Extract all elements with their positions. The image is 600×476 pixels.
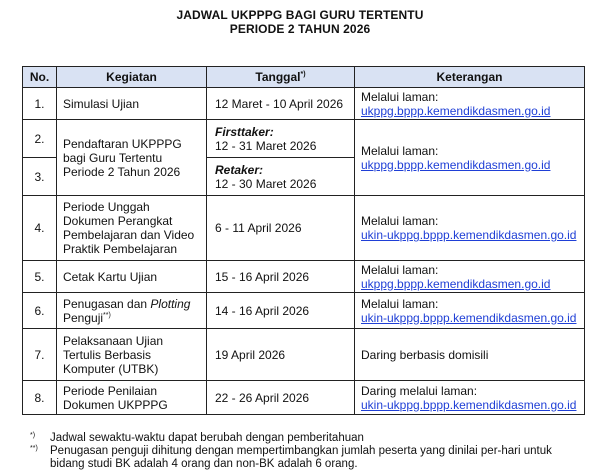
row-kegiatan: Cetak Kartu Ujian: [57, 261, 207, 293]
row-no: 6.: [23, 293, 57, 329]
keterangan-link[interactable]: ukppg.bppp.kemendikdasmen.go.id: [361, 103, 551, 118]
table-row: [23, 293, 585, 329]
keterangan-label: Daring melalui laman:: [361, 383, 478, 398]
tanggal-value: 12 - 31 Maret 2026: [215, 138, 317, 153]
row-keterangan: [355, 88, 585, 120]
row-tanggal: 22 - 26 April 2026: [207, 381, 355, 415]
header-tanggal: [207, 67, 355, 88]
keterangan-link[interactable]: ukin-ukppg.bppp.kemendikdasmen.go.id: [361, 228, 577, 242]
row-no: 4.: [23, 196, 57, 261]
page-title: [0, 8, 600, 36]
kegiatan-mark: **): [103, 311, 111, 319]
row-kegiatan: Pendaftaran UKPPPG bagi Guru Tertentu Periode 2 Tahun 2026: [57, 120, 207, 196]
row-keterangan: [355, 120, 585, 196]
footnote: [30, 432, 585, 445]
row-keterangan: [355, 261, 585, 293]
row-keterangan: [355, 381, 585, 415]
table-row: [23, 329, 585, 381]
keterangan-link[interactable]: ukin-ukppg.bppp.kemendikdasmen.go.id: [361, 310, 577, 325]
row-no: 8.: [23, 381, 57, 415]
row-kegiatan: [57, 293, 207, 329]
footnote-mark: **): [30, 445, 38, 452]
row-keterangan: [355, 293, 585, 329]
table-row: [23, 196, 585, 261]
row-no: 3.: [23, 158, 57, 196]
header-kegiatan: Kegiatan: [57, 67, 207, 88]
row-keterangan: [355, 196, 585, 261]
table-row: [23, 120, 585, 158]
kegiatan-text-c: Penguji: [63, 310, 104, 325]
row-kegiatan: Periode Penilaian Dokumen UKPPPG: [57, 381, 207, 415]
row-kegiatan: Pelaksanaan Ujian Tertulis Berbasis Komputer (UTBK): [57, 329, 207, 381]
title-line-2: PERIODE 2 TAHUN 2026: [229, 22, 371, 36]
title-line-1: JADWAL UKPPPG BAGI GURU TERTENTU: [176, 8, 424, 22]
row-tanggal: [207, 120, 355, 158]
keterangan-link[interactable]: ukppg.bppp.kemendikdasmen.go.id: [361, 276, 551, 291]
footnote-text: Penugasan penguji dihitung dengan mempertimbangkan jumlah peserta yang dinilai per-hari untuk bidang studi BK adalah 4 orang dan non-BK adalah 6 orang.: [50, 445, 552, 470]
table-row: [23, 88, 585, 120]
row-tanggal: 14 - 16 April 2026: [207, 293, 355, 329]
kegiatan-text-a: Penugasan dan: [63, 296, 151, 311]
tanggal-label-firsttaker: Firsttaker:: [215, 124, 274, 139]
header-tanggal-label: Tanggal: [255, 70, 301, 84]
tanggal-value: 12 - 30 Maret 2026: [215, 176, 317, 191]
footnote: [30, 445, 585, 471]
table-header-row: [23, 67, 585, 88]
keterangan-label: Melalui laman:: [361, 89, 439, 104]
keterangan-label: Melalui laman:: [361, 262, 439, 277]
row-tanggal: 12 Maret - 10 April 2026: [207, 88, 355, 120]
row-tanggal: 19 April 2026: [207, 329, 355, 381]
row-kegiatan: Periode Unggah Dokumen Perangkat Pembelajaran dan Video Praktik Pembelajaran: [57, 196, 207, 261]
keterangan-label: Melalui laman:: [361, 296, 439, 311]
footnote-mark: *): [30, 432, 36, 439]
row-kegiatan: Simulasi Ujian: [57, 88, 207, 120]
keterangan-label: Melalui laman:: [361, 143, 439, 158]
header-no: No.: [23, 67, 57, 88]
row-tanggal: [207, 158, 355, 196]
row-no: 2.: [23, 120, 57, 158]
kegiatan-text-italic: Plotting: [150, 296, 191, 311]
row-tanggal: 15 - 16 April 2026: [207, 261, 355, 293]
keterangan-label: Melalui laman:: [361, 214, 439, 228]
keterangan-link[interactable]: ukin-ukppg.bppp.kemendikdasmen.go.id: [361, 397, 577, 412]
keterangan-link[interactable]: ukppg.bppp.kemendikdasmen.go.id: [361, 157, 551, 172]
row-no: 1.: [23, 88, 57, 120]
table-row: [23, 261, 585, 293]
row-no: 5.: [23, 261, 57, 293]
header-keterangan: Keterangan: [355, 67, 585, 88]
schedule-table: [22, 66, 585, 415]
table-row: [23, 381, 585, 415]
tanggal-label-retaker: Retaker:: [215, 162, 264, 177]
row-keterangan: Daring berbasis domisili: [355, 329, 585, 381]
footnote-text: Jadwal sewaktu-waktu dapat berubah dengan pemberitahuan: [50, 432, 364, 444]
header-tanggal-mark: *): [300, 71, 306, 78]
row-tanggal: 6 - 11 April 2026: [207, 196, 355, 261]
footnotes: [30, 432, 585, 471]
row-no: 7.: [23, 329, 57, 381]
